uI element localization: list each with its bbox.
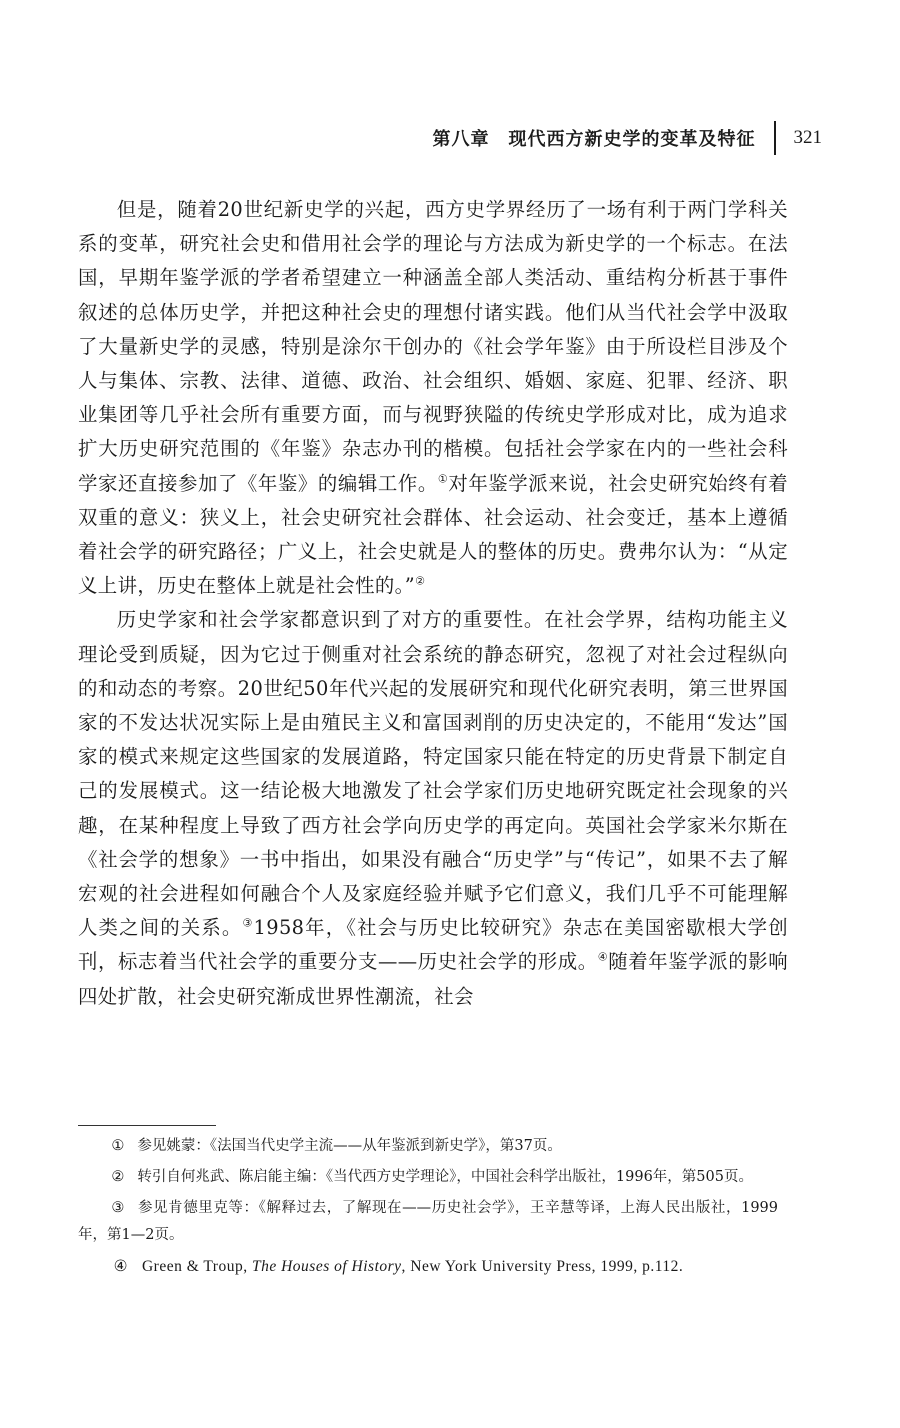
paragraph-2-segment-2: 1958年，《社会与历史比较研究》杂志在美国密歇根大学创刊，标志着当代社会学的重要分支——历史社会学的形成。 xyxy=(78,916,788,974)
footnote-3 xyxy=(78,1195,778,1249)
footnote-4 xyxy=(78,1253,778,1280)
footnote-ref-2[interactable]: ② xyxy=(415,574,426,588)
footnote-marker: ④ xyxy=(113,1258,129,1275)
footnote-marker: ② xyxy=(111,1169,125,1185)
footnote-text: 参见姚蒙：《法国当代史学主流——从年鉴派到新史学》，第37页。 xyxy=(137,1138,562,1154)
footnote-text-before: Green & Troup, xyxy=(141,1258,252,1275)
paragraph-1-segment-2: 对年鉴学派来说，社会史研究始终有着双重的意义：狭义上，社会史研究社会群体、社会运动、社会变迁，基本上遵循着社会学的研究路径；广义上，社会史就是人的整体的历史。费弗尔认为：“从定义上讲，历史在整体上就是社会性的。” xyxy=(78,471,788,598)
footnote-text-after: , New York University Press, 1999, p.112. xyxy=(401,1258,684,1275)
paragraph-1-segment-1: 但是，随着20世纪新史学的兴起，西方史学界经历了一场有利于两门学科关系的变革，研究社会史和借用社会学的理论与方法成为新史学的一个标志。在法国，早期年鉴学派的学者希望建立一种涵盖全部人类活动、重结构分析甚于事件叙述的总体历史学，并把这种社会史的理想付诸实践。他们从当代社会学中汲取了大量新史学的灵感，特别是涂尔干创办的《社会学年鉴》由于所设栏目涉及个人与集体、宗教、法律、道德、政治、社会组织、婚姻、家庭、犯罪、经济、职业集团等几乎社会所有重要方面，而与视野狭隘的传统史学形成对比，成为追求扩大历史研究范围的《年鉴》杂志办刊的楷模。包括社会学家在内的一些社会科学家还直接参加了《年鉴》的编辑工作。 xyxy=(78,198,788,495)
footnote-1 xyxy=(78,1133,778,1160)
footnote-ref-1[interactable]: ① xyxy=(437,472,449,486)
paragraph-2 xyxy=(78,603,788,1013)
footnote-ref-3[interactable]: ③ xyxy=(242,916,254,930)
footnote-marker: ① xyxy=(111,1138,125,1154)
paragraph-2-segment-3: 随着年鉴学派的影响四处扩散，社会史研究渐成世界性潮流，社会 xyxy=(78,950,788,1008)
footnote-ref-4[interactable]: ④ xyxy=(597,951,609,964)
running-header xyxy=(433,120,823,156)
header-divider xyxy=(774,121,776,155)
footnote-text: 转引自何兆武、陈启能主编：《当代西方史学理论》，中国社会科学出版社，1996年，第505页。 xyxy=(137,1169,753,1185)
footnotes xyxy=(78,1133,778,1284)
chapter-title: 第八章 现代西方新史学的变革及特征 xyxy=(432,129,756,150)
footnote-book-title: The Houses of History xyxy=(251,1258,402,1275)
page-number: 321 xyxy=(793,127,822,148)
footnote-2 xyxy=(78,1164,778,1191)
footnote-divider xyxy=(78,1125,216,1126)
paragraph-2-segment-1: 历史学家和社会学家都意识到了对方的重要性。在社会学界，结构功能主义理论受到质疑，因为它过于侧重对社会系统的静态研究，忽视了对社会过程纵向的和动态的考察。20世纪50年代兴起的发展研究和现代化研究表明，第三世界国家的不发达状况实际上是由殖民主义和富国剥削的历史决定的，不能用“发达”国家的模式来规定这些国家的发展道路，特定国家只能在特定的历史背景下制定自己的发展模式。这一结论极大地激发了社会学家们历史地研究既定社会现象的兴趣，在某种程度上导致了西方社会学向历史学的再定向。英国社会学家米尔斯在《社会学的想象》一书中指出，如果没有融合“历史学”与“传记”，如果不去了解宏观的社会进程如何融合个人及家庭经验并赋予它们意义，我们几乎不可能理解人类之间的关系。 xyxy=(78,608,788,940)
footnote-marker: ③ xyxy=(111,1200,125,1216)
paragraph-1 xyxy=(78,193,788,603)
footnote-text: 参见肯德里克等：《解释过去，了解现在——历史社会学》，王辛慧等译，上海人民出版社，1999年，第1—2页。 xyxy=(78,1200,778,1243)
body-text xyxy=(78,193,788,1014)
